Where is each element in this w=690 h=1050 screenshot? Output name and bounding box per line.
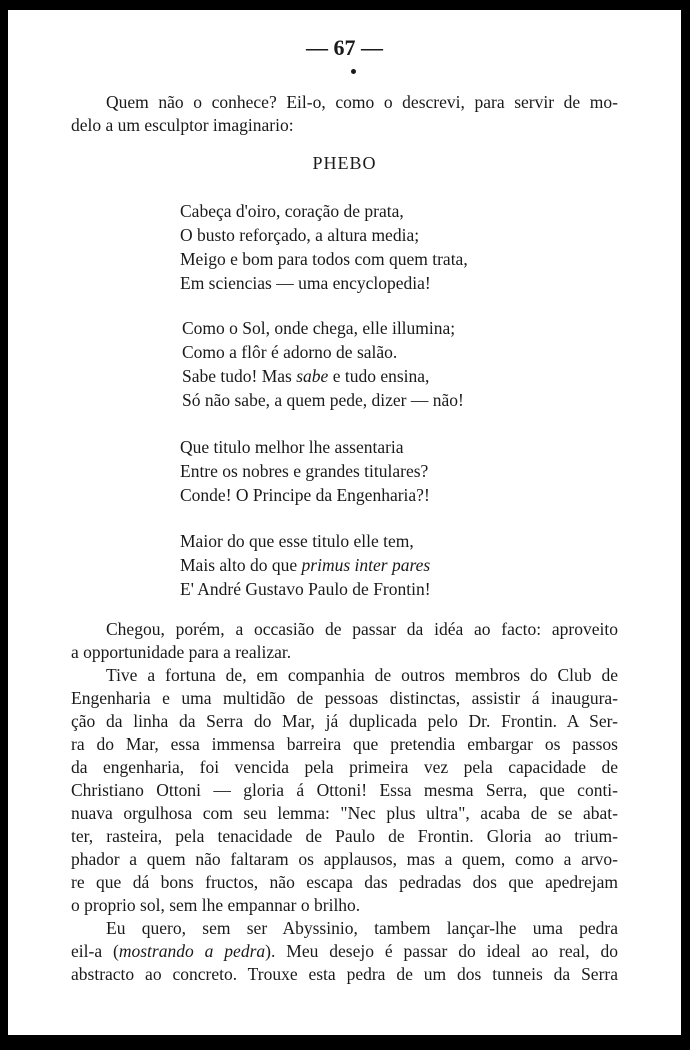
poem-line: Cabeça d'oiro, coração de prata, <box>180 201 404 221</box>
paragraph-line: a opportunidade para a realizar. <box>71 642 292 662</box>
intro-line: Quem não o conhece? Eil-o, como o descrevi, para servir de mo- <box>106 92 618 112</box>
paragraph-text: ). Meu desejo é passar do ideal ao real, do <box>265 941 619 961</box>
paragraph-line: Eu quero, sem ser Abyssinio, tambem lançar-lhe uma pedra <box>106 918 618 938</box>
poem-line: Conde! O Principe da Engenharia?! <box>180 485 430 505</box>
poem-line: Entre os nobres e grandes titulares? <box>180 461 429 481</box>
poem-italic-text: primus inter pares <box>301 555 431 575</box>
poem-line: Como o Sol, onde chega, elle illumina; <box>182 318 456 338</box>
paragraph-line: abstracto ao concreto. Trouxe esta pedra de um dos tunneis da Serra <box>71 964 618 984</box>
paragraph-line: Christiano Ottoni — gloria á Ottoni! Essa mesma Serra, que conti- <box>71 780 618 800</box>
paragraph-line: ter, rasteira, pela tenacidade de Paulo de Frontin. Gloria ao trium- <box>71 826 618 846</box>
paragraph-line: nuava orgulhosa com seu lemma: "Nec plus ultra", acaba de se abat- <box>71 803 618 823</box>
poem-italic-text: sabe <box>296 366 329 386</box>
poem-line <box>180 553 430 577</box>
poem-line: Que titulo melhor lhe assentaria <box>180 437 404 457</box>
page-number: — 67 — <box>306 35 383 60</box>
poem-line: Como a flôr é adorno de salão. <box>182 342 398 362</box>
paragraph-line: Engenharia e uma multidão de pessoas distinctas, assistir á inaugura- <box>71 688 618 708</box>
intro-line: delo a um esculptor imaginario: <box>71 115 294 135</box>
poem-line: Meigo e bom para todos com quem trata, <box>180 249 468 269</box>
poem-text: e tudo ensina, <box>328 366 430 386</box>
paragraph-line: da engenharia, foi vencida pela primeira vez pela capacidade de <box>71 757 618 777</box>
poem-line: Em sciencias — uma encyclopedia! <box>180 273 431 293</box>
paragraph-line: o proprio sol, sem lhe empannar o brilho. <box>71 895 361 915</box>
poem-text: Mais alto do que <box>180 555 302 575</box>
poem-line <box>182 364 429 388</box>
paragraph-line: Chegou, porém, a occasião de passar da idéa ao facto: aproveito <box>106 619 618 639</box>
paragraph-line: ra do Mar, essa immensa barreira que pretendia embargar os passos <box>71 734 618 754</box>
poem-text: Sabe tudo! Mas <box>182 366 297 386</box>
paragraph-line: phador a quem não faltaram os applausos, mas a quem, como a arvo- <box>71 849 618 869</box>
paragraph-italic-text: mostrando a pedra <box>118 941 266 961</box>
poem-line: E' André Gustavo Paulo de Frontin! <box>180 579 431 599</box>
poem-title: PHEBO <box>312 153 377 173</box>
paragraph-line: ção da linha da Serra do Mar, já duplicada pelo Dr. Frontin. A Ser- <box>71 711 618 731</box>
book-page <box>8 10 681 1035</box>
paragraph-line: re que dá bons fructos, não escapa das pedradas dos que apedrejam <box>71 872 618 892</box>
paragraph-line <box>71 940 618 963</box>
printer-dot <box>351 69 356 74</box>
poem-line: O busto reforçado, a altura media; <box>180 225 420 245</box>
paragraph-text: eil-a ( <box>71 941 119 961</box>
paragraph-line: Tive a fortuna de, em companhia de outros membros do Club de <box>106 665 618 685</box>
poem-line: Só não sabe, a quem pede, dizer — não! <box>182 390 464 410</box>
poem-line: Maior do que esse titulo elle tem, <box>180 531 414 551</box>
